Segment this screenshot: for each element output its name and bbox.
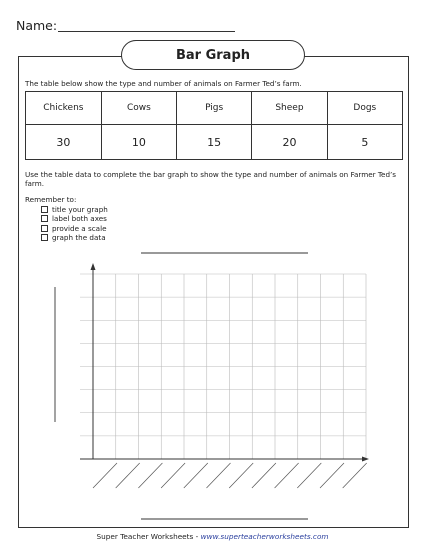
category-label-lines (93, 463, 367, 488)
footer-url[interactable]: www.superteacherworksheets.com (200, 532, 329, 541)
category-label-line[interactable] (161, 463, 185, 488)
category-label-line[interactable] (275, 463, 299, 488)
checklist-item-label: label both axes (52, 214, 107, 224)
footer-site-name: Super Teacher Worksheets (96, 532, 194, 541)
instructions-text: Use the table data to complete the bar graph to show the type and number of animals on Farmer Ted’s farm. (25, 170, 397, 188)
table-header-cell: Sheep (252, 92, 327, 125)
x-axis-arrow-icon (362, 457, 369, 462)
table-value-cell: 10 (101, 125, 176, 160)
table-header-cell: Chickens (26, 92, 102, 125)
footer-separator: - (195, 532, 199, 541)
worksheet-title: Bar Graph (121, 40, 305, 70)
table-value-cell: 15 (177, 125, 252, 160)
remember-label: Remember to: (25, 195, 77, 204)
category-label-line[interactable] (116, 463, 140, 488)
table-value-cell: 30 (26, 125, 102, 160)
y-axis-arrow-icon (91, 263, 96, 270)
category-label-line[interactable] (93, 463, 117, 488)
footer (0, 532, 425, 541)
category-label-line[interactable] (207, 463, 231, 488)
category-label-line[interactable] (252, 463, 276, 488)
category-label-line[interactable] (138, 463, 162, 488)
category-label-line[interactable] (297, 463, 321, 488)
category-label-line[interactable] (229, 463, 253, 488)
name-label: Name: (16, 18, 58, 33)
category-label-line[interactable] (343, 463, 367, 488)
checklist-item-label: graph the data (52, 232, 106, 242)
intro-text: The table below show the type and number of animals on Farmer Ted’s farm. (25, 79, 302, 88)
table-value-cell: 20 (252, 125, 327, 160)
table-header-cell: Cows (101, 92, 176, 125)
category-label-line[interactable] (184, 463, 208, 488)
category-label-line[interactable] (320, 463, 344, 488)
checklist-item-label: title your graph (52, 205, 108, 214)
grid-lines (80, 274, 366, 459)
table-value-cell: 5 (327, 125, 402, 160)
table-header-cell: Dogs (327, 92, 402, 125)
table-header-cell: Pigs (177, 92, 252, 125)
checklist-item-label: provide a scale (52, 223, 107, 233)
